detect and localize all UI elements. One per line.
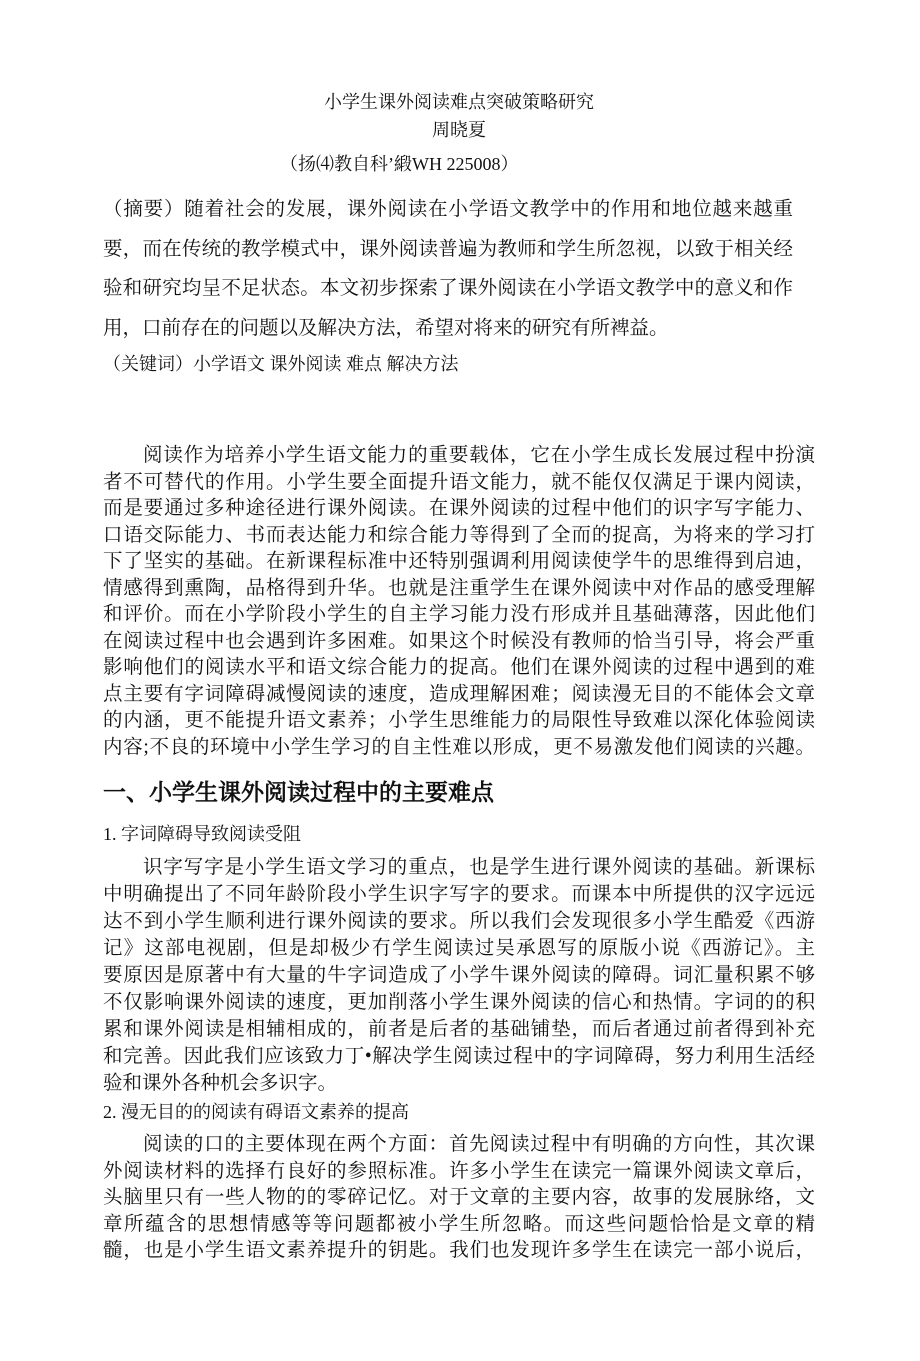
text-line: 阅读作为培养小学生语文能力的重要载体，它在小学生成长发展过程中扮演	[143, 445, 815, 466]
text-line: 而是要通过多种途径进行课外阅读。在课外阅读的过程中他们的识字写字能力、	[103, 498, 815, 519]
subsection-title-1: 1. 字词障碍导致阅读受阻	[103, 824, 301, 844]
text-line: 章所蕴含的思想情感等等问题都被小学生所忽略。而这些问题恰恰是文章的精	[103, 1213, 815, 1235]
intro-paragraph	[103, 443, 815, 761]
text-line: 要，而在传统的教学模式中，课外阅读普遍为教师和学生所忽视，以致于相关经	[103, 238, 793, 260]
text-line: 验和课外各种机会多识字。	[103, 1073, 338, 1094]
text-line: 要原因是原著中有大量的牛字词造成了小学牛课外阅读的障碍。词汇量积累不够	[103, 965, 815, 986]
paper-title: 小学生课外阅读难点突破策略研究	[324, 92, 594, 112]
text-line: 下了坚实的基础。在新课程标准中还特别强调利用阅读使学牛的思维得到启迪，	[103, 551, 815, 572]
abstract	[103, 190, 793, 348]
keywords: （关键词）小学语文 课外阅读 难点 解决方法	[103, 354, 459, 374]
text-line: 头脑里只有一些人物的的零碎记忆。对于文章的主要内容，故事的发展脉络，文	[103, 1187, 815, 1208]
subsection-1-paragraph	[103, 854, 815, 1097]
text-line: 髓，也是小学生语文素养提升的钥匙。我们也发现许多学生在读完一部小说后，	[103, 1240, 815, 1261]
text-line: （摘要）随着社会的发展，课外阅读在小学语文教学中的作用和地位越来越重	[103, 199, 793, 220]
text-line: 达不到小学生顺利进行课外阅读的要求。所以我们会发现很多小学生酷爱《西游	[103, 911, 815, 932]
text-line: 记》这部电视剧，但是却极少冇学生阅读过吴承恩写的原版小说《西游记》。主	[103, 938, 815, 959]
text-line: 在阅读过程中也会遇到许多困难。如果这个时候没有教师的恰当引导，将会严重	[103, 630, 815, 652]
section-heading: 一、小学生课外阅读过程中的主要难点	[103, 780, 494, 806]
text-line: 和评价。而在小学阶段小学生的自主学习能力没冇形成并且基础薄落，因此他们	[103, 604, 815, 625]
text-line: 情感得到熏陶，品格得到升华。也就是注重学生在课外阅读中对作品的感受理解	[103, 577, 815, 599]
text-line: 阅读的口的主要体现在两个方面：首先阅读过程中有明确的方向性，其次课	[143, 1134, 815, 1155]
subsection-title-2: 2. 漫无目的的阅读有碍语文素养的提高	[103, 1102, 409, 1122]
text-line: 外阅读材料的选择冇良好的参照标准。许多小学生在读完一篇课外阅读文章后，	[103, 1160, 815, 1182]
text-line: 点主要有字词障碍减慢阅读的速度，造成理解困难；阅读漫无目的不能体会文章	[103, 683, 815, 705]
text-line: 用，口前存在的问题以及解决方法，希望对将来的研究有所裨益。	[103, 317, 669, 339]
text-line: 累和课外阅读是相辅相成的，前者是后者的基础铺垫，而后者通过前者得到补充	[103, 1019, 815, 1040]
author-name: 周晓夏	[432, 120, 486, 140]
text-line: 识字写字是小学生语文学习的重点，也是学生进行课外阅读的基础。新课标	[143, 857, 815, 878]
text-line: 影响他们的阅读水平和语文综合能力的捉高。他们在课外阅读的过程中遇到的难	[103, 657, 815, 678]
text-line: 和完善。因此我们应该致力丁•解决学生阅读过程中的字词障碍，努力利用生活经	[103, 1046, 815, 1067]
text-line: 口语交际能力、书而表达能力和综合能力等得到了全而的捉高，为将来的学习打	[103, 524, 815, 546]
text-line: 不仅影响课外阅读的速度，更加削落小学生课外阅读的信心和热情。字词的的积	[103, 992, 815, 1013]
subsection-2-paragraph	[103, 1132, 815, 1265]
text-line: 内容;不良的环境中小学生学习的自主性难以形成，更不易激发他们阅读的兴趣。	[103, 736, 815, 758]
text-line: 者不可替代的作用。小学生要全面提升语文能力，就不能仅仅满足于课内阅读，	[103, 471, 815, 493]
text-line: 的内涵，更不能提升语文素养；小学生思维能力的局限性导致难以深化体验阅读	[103, 710, 815, 731]
text-line: 验和研究均呈不足状态。本文初步探索了课外阅读在小学语文教学中的意义和作	[103, 278, 793, 299]
author-affiliation: （扬⑷教自科’緞WH 225008）	[280, 154, 519, 174]
text-line: 中明确提出了不同年龄阶段小学生识字写字的要求。而课本中所提供的汉字远远	[103, 884, 815, 905]
